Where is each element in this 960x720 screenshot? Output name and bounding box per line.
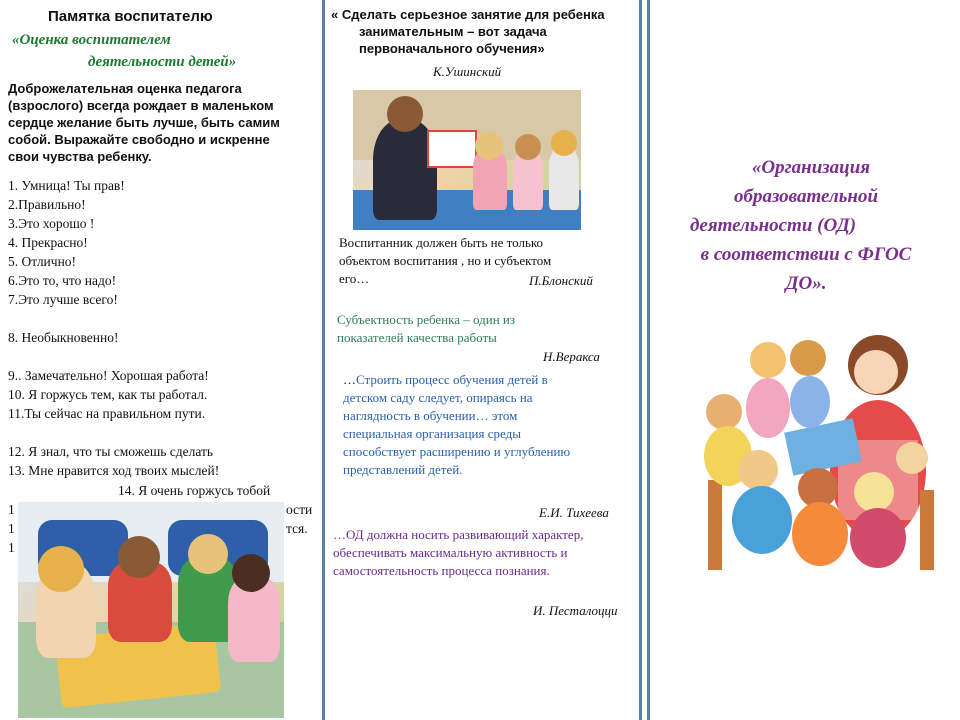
list-item: 6.Это то, что надо!: [8, 273, 117, 288]
memo-title: Памятка воспитателю: [48, 8, 213, 25]
text-blonsky: [339, 234, 639, 288]
text-pestalozzi: [333, 526, 642, 580]
title-line: образовательной: [733, 186, 879, 207]
partial-list-item: 1: [8, 521, 15, 536]
list-item: 2.Правильно!: [8, 197, 86, 212]
author-blonsky: П.Блонский: [529, 273, 593, 288]
title-line: в соответствии с ФГОС: [700, 244, 912, 265]
panel-cover: [647, 0, 960, 720]
memo-subtitle-line1: «Оценка воспитателем: [12, 32, 171, 48]
text-line: …ОД должна носить развивающий характер,: [333, 527, 584, 542]
text-line: Субъектность ребенка – один из: [337, 312, 516, 327]
partial-list-item: 1: [8, 502, 15, 517]
text-line: объектом воспитания , но и субъектом: [339, 253, 552, 268]
memo-intro-line: (взрослого) всегда рождает в маленьком: [8, 98, 274, 113]
text-line: самостоятельность процесса познания.: [333, 563, 550, 578]
text-line: детском саду следует, опираясь на: [343, 390, 533, 405]
children-circle-illustration: [688, 320, 956, 588]
text-line: показателей качества работы: [337, 330, 497, 345]
author-tikheeva: Е.И. Тихеева: [539, 505, 609, 520]
memo-subtitle-line2: деятельности детей»: [88, 54, 237, 70]
title-line: деятельности (ОД): [690, 215, 857, 236]
memo-intro: [8, 80, 308, 165]
author-ushinsky: К.Ушинский: [433, 64, 502, 79]
author-veraksa: Н.Веракса: [543, 349, 600, 364]
brochure-title: [656, 153, 956, 298]
list-item: 10. Я горжусь тем, как ты работал.: [8, 387, 208, 402]
list-item: 12. Я знал, что ты сможешь сделать: [8, 444, 214, 459]
text-veraksa: [337, 311, 637, 347]
memo-intro-line: сердце желание быть лучше, быть самим: [8, 115, 280, 130]
text-tikheeva: [343, 371, 639, 479]
quote-line: « Сделать серьезное занятие для ребенка: [331, 7, 605, 22]
partial-list-item: тся.: [286, 521, 308, 536]
memo-intro-line: свои чувства ребенку.: [8, 149, 152, 164]
text-line: наглядность в обучении… этом: [343, 408, 518, 423]
title-line: «Организация: [751, 157, 871, 178]
ellipsis-lead: …: [343, 372, 356, 387]
author-pestalozzi: И. Песталоцци: [533, 603, 618, 618]
memo-intro-line: Доброжелательная оценка педагога: [8, 81, 242, 96]
quote-line: занимательным – вот задача: [359, 24, 547, 39]
text-line: обеспечивать максимальную активность и: [333, 545, 568, 560]
text-line: представлений детей.: [343, 462, 463, 477]
list-item: 5. Отлично!: [8, 254, 77, 269]
text-line: специальная организация среды: [343, 426, 521, 441]
panel-memo: [0, 0, 318, 720]
title-line: ДО».: [785, 273, 827, 294]
text-line: его…: [339, 271, 370, 286]
list-item: 7.Это лучше всего!: [8, 292, 118, 307]
partial-list-item: ости: [286, 502, 313, 517]
list-item: 1. Умница! Ты прав!: [8, 178, 125, 193]
quote-ushinsky: [331, 6, 641, 57]
memo-intro-line: собой. Выражайте свободно и искренне: [8, 132, 270, 147]
quote-line: первоначального обучения»: [359, 41, 545, 56]
list-item: 13. Мне нравится ход твоих мыслей!: [8, 463, 220, 478]
list-item: 3.Это хорошо !: [8, 216, 95, 231]
list-item: 8. Необыкновенно!: [8, 330, 119, 345]
list-item: 9.. Замечательно! Хорошая работа!: [8, 368, 209, 383]
children-puzzle-photo: [18, 502, 284, 718]
list-item: 11.Ты сейчас на правильном пути.: [8, 406, 206, 421]
text-line: Воспитанник должен быть не только: [339, 235, 544, 250]
panel-quotes: [322, 0, 642, 720]
list-item: 14. Я очень горжусь тобой: [118, 483, 271, 498]
partial-list-item: 1: [8, 540, 15, 555]
text-line: …Строить процесс обучения детей в: [343, 372, 548, 387]
list-item: 4. Прекрасно!: [8, 235, 88, 250]
teacher-reading-photo: [353, 90, 581, 230]
text-line: способствует расширению и углублению: [343, 444, 571, 459]
